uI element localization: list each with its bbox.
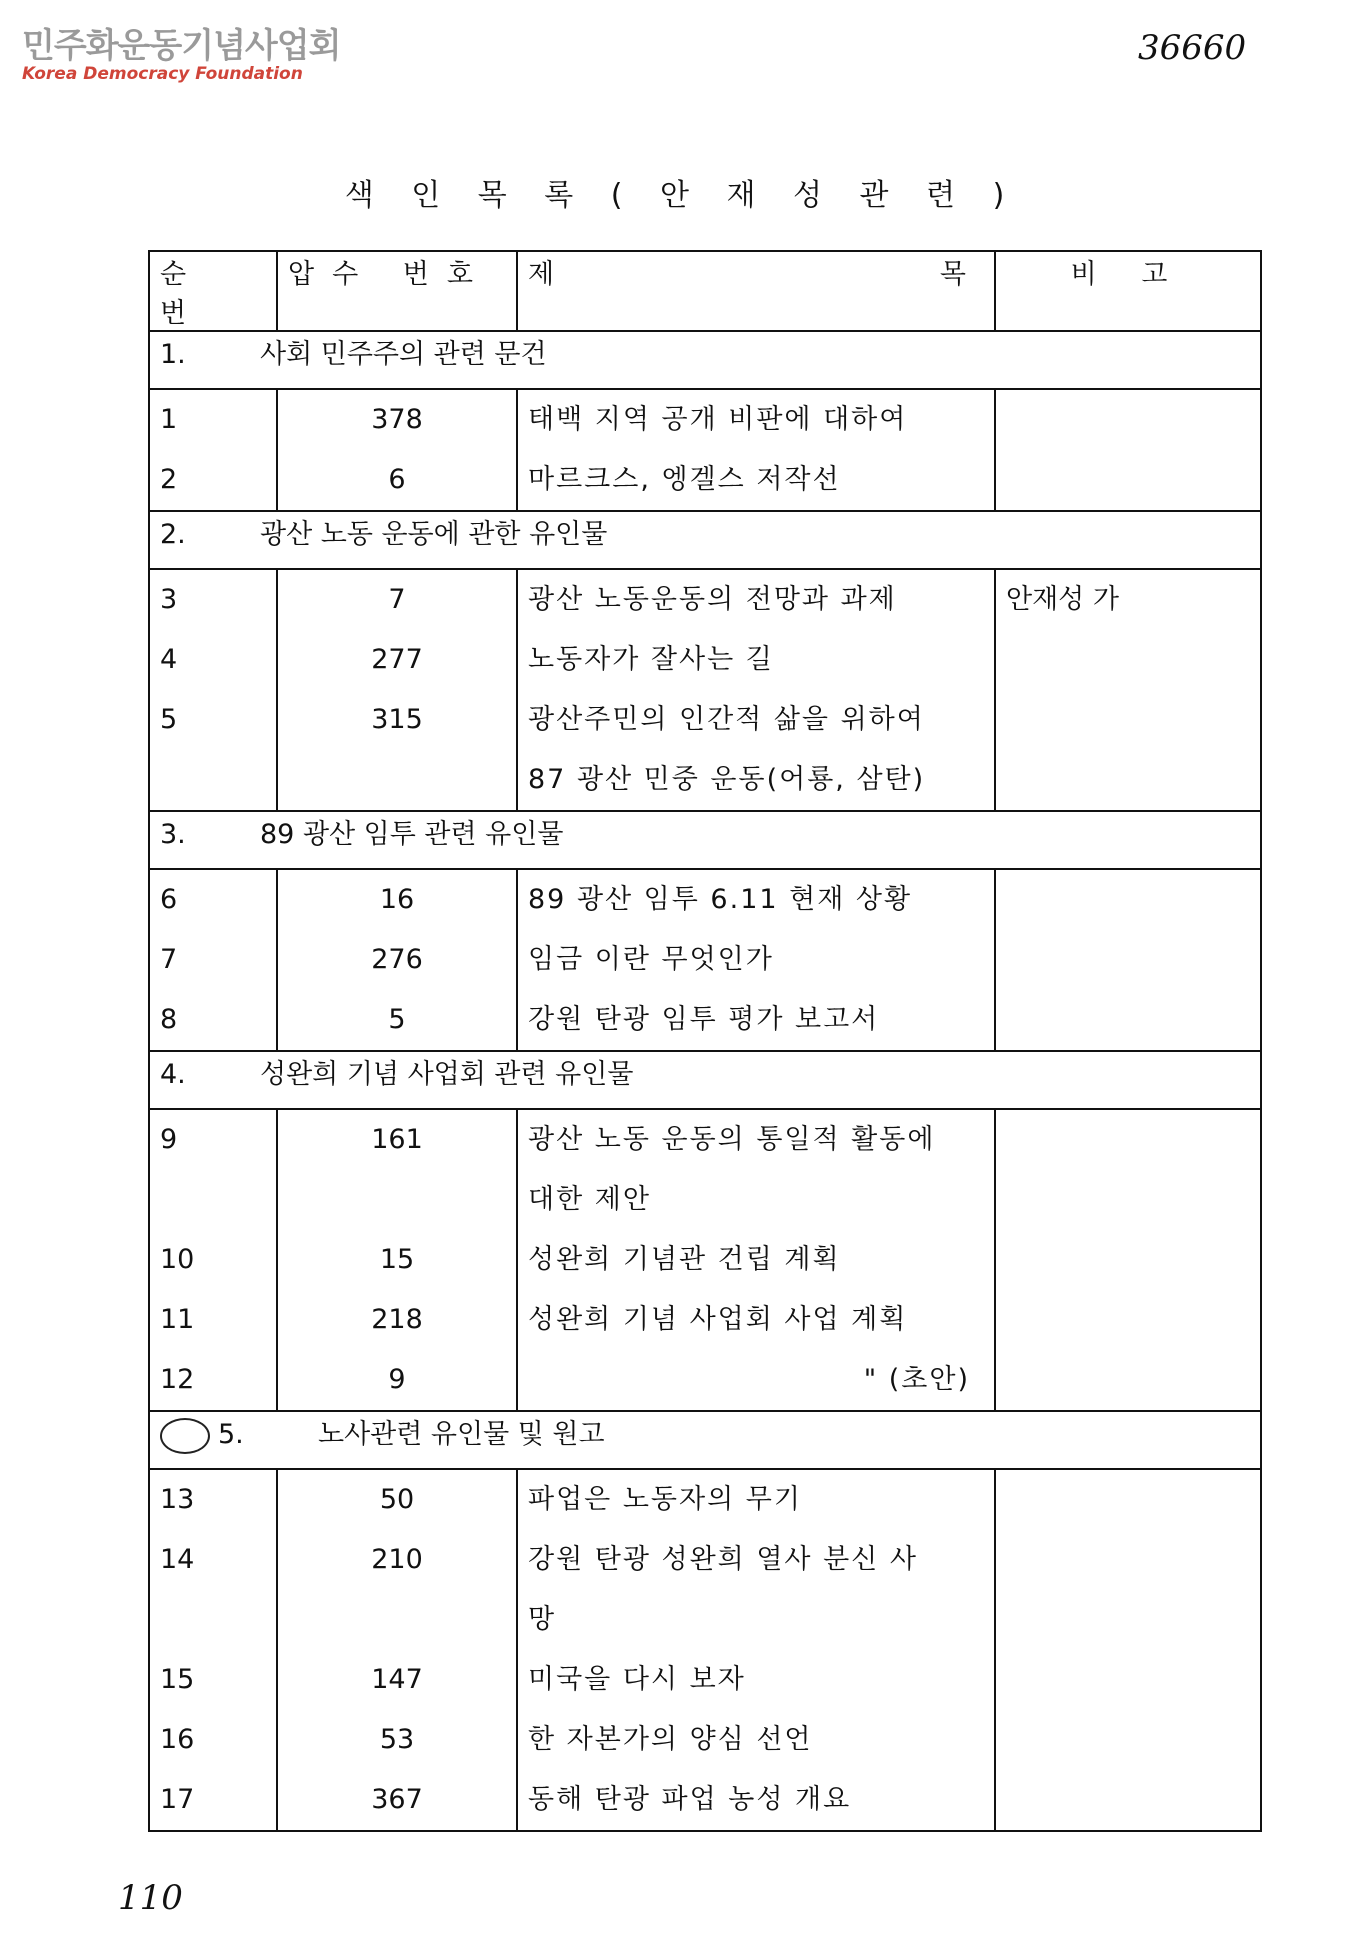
item-title: 89 광산 임투 6.11 현재 상황: [528, 884, 913, 915]
note-column: [995, 1469, 1261, 1831]
section-name: 사회 민주주의 관련 문건: [260, 339, 547, 370]
note-column: [995, 569, 1261, 811]
title-column: [517, 1109, 995, 1411]
section-header-row: [149, 1051, 1261, 1109]
seizure-number: 218: [371, 1304, 423, 1335]
header-title: [517, 251, 995, 331]
item-note: [1006, 450, 1250, 510]
row-number: 17: [160, 1784, 195, 1815]
item-title: 광산주민의 인간적 삶을 위하여: [528, 704, 925, 735]
section-header-row: [149, 1411, 1261, 1469]
index-table: [148, 250, 1262, 1832]
item-note: [1006, 1110, 1250, 1170]
page-mark: 110: [118, 1878, 183, 1918]
seizure-number: 147: [371, 1664, 423, 1695]
item-title: 광산 노동 운동의 통일적 활동에: [528, 1124, 936, 1155]
header-note: 비 고: [995, 251, 1261, 331]
page-title: 색 인 목 록 ( 안 재 성 관 련 ): [344, 178, 1019, 213]
section-header: [149, 811, 1261, 869]
row-number: 14: [160, 1544, 195, 1575]
section-name: 광산 노동 운동에 관한 유인물: [260, 519, 608, 550]
note-column: [995, 869, 1261, 1051]
seizure-number: 9: [388, 1364, 406, 1395]
seizure-number: 161: [371, 1124, 423, 1155]
item-title: 광산 노동운동의 전망과 과제: [528, 584, 897, 615]
title-column: [517, 869, 995, 1051]
title-column: [517, 569, 995, 811]
seizure-number: 7: [388, 584, 406, 615]
section-header-row: [149, 811, 1261, 869]
section-number: 2.: [160, 519, 186, 550]
item-note: [1006, 1710, 1250, 1770]
item-title: 파업은 노동자의 무기: [528, 1484, 802, 1515]
section-number: 1.: [160, 339, 186, 370]
item-title: " (초안): [863, 1364, 970, 1395]
title-column: [517, 1469, 995, 1831]
item-note: [1006, 1350, 1250, 1410]
item-title: 대한 제안: [528, 1184, 651, 1215]
section-header: [149, 1051, 1261, 1109]
note-column: [995, 389, 1261, 511]
section-header: [149, 1411, 1261, 1469]
seizure-number: 315: [371, 704, 423, 735]
section-rows: [149, 1469, 1261, 1831]
item-title: 한 자본가의 양심 선언: [528, 1724, 813, 1755]
item-note: [1006, 390, 1250, 450]
item-note: [1006, 630, 1250, 690]
document-number: 36660: [1138, 28, 1247, 68]
seizure-column: [277, 1109, 517, 1411]
seizure-number: [288, 1170, 506, 1230]
seizure-number: 16: [379, 884, 415, 915]
row-number: 13: [160, 1484, 195, 1515]
row-number: 4: [160, 644, 178, 675]
row-number: [160, 750, 266, 810]
item-note: [1006, 1170, 1250, 1230]
seizure-number: 5: [388, 1004, 406, 1035]
item-note: 안재성 가: [1006, 584, 1119, 615]
no-column: [149, 869, 277, 1051]
row-number: 7: [160, 944, 178, 975]
section-header-row: [149, 331, 1261, 389]
item-note: [1006, 1530, 1250, 1590]
section-rows: [149, 569, 1261, 811]
row-number: [160, 1170, 266, 1230]
seizure-column: [277, 869, 517, 1051]
item-title: 87 광산 민중 운동(어룡, 삼탄): [528, 764, 926, 795]
seizure-number: [288, 750, 506, 810]
item-title: 임금 이란 무엇인가: [528, 944, 774, 975]
section-number: 4.: [160, 1059, 186, 1090]
circle-mark: [160, 1418, 210, 1454]
watermark-english: Korea Democracy Foundation: [22, 64, 303, 84]
item-title: 태백 지역 공개 비판에 대하여: [528, 404, 908, 435]
item-note: [1006, 1230, 1250, 1290]
item-title: 마르크스, 엥겔스 저작선: [528, 464, 841, 495]
row-number: 3: [160, 584, 178, 615]
header-seizure-number: 압수 번호: [277, 251, 517, 331]
section-rows: [149, 869, 1261, 1051]
no-column: [149, 1109, 277, 1411]
seizure-number: 277: [371, 644, 423, 675]
item-title: 강원 탄광 성완희 열사 분신 사: [528, 1544, 918, 1575]
seizure-number: [288, 1590, 506, 1650]
row-number: [160, 1590, 266, 1650]
header-no: 순 번: [149, 251, 277, 331]
section-name: 노사관련 유인물 및 원고: [318, 1419, 605, 1450]
row-number: 2: [160, 464, 178, 495]
note-column: [995, 1109, 1261, 1411]
section-name: 성완희 기념 사업회 관련 유인물: [260, 1059, 634, 1090]
no-column: [149, 389, 277, 511]
section-number: 5.: [218, 1419, 244, 1450]
no-column: [149, 569, 277, 811]
row-number: 6: [160, 884, 178, 915]
seizure-number: 276: [371, 944, 423, 975]
item-note: [1006, 1290, 1250, 1350]
title-column: [517, 389, 995, 511]
item-title: 망: [528, 1604, 557, 1635]
seizure-number: 53: [379, 1724, 415, 1755]
row-number: 8: [160, 1004, 178, 1035]
item-note: [1006, 1650, 1250, 1710]
seizure-number: 6: [388, 464, 406, 495]
item-title: 성완희 기념 사업회 사업 계획: [528, 1304, 908, 1335]
seizure-column: [277, 1469, 517, 1831]
item-note: [1006, 1470, 1250, 1530]
row-number: 15: [160, 1664, 195, 1695]
header-title-part2: 목: [939, 259, 984, 290]
item-title: 미국을 다시 보자: [528, 1664, 746, 1695]
section-rows: [149, 1109, 1261, 1411]
section-header-row: [149, 511, 1261, 569]
row-number: 10: [160, 1244, 195, 1275]
section-header: [149, 331, 1261, 389]
section-number: 3.: [160, 819, 186, 850]
item-note: [1006, 750, 1250, 810]
item-title: 강원 탄광 임투 평가 보고서: [528, 1004, 880, 1035]
row-number: 9: [160, 1124, 178, 1155]
watermark-korean: 민주화운동기념사업회: [22, 26, 341, 66]
item-note: [1006, 930, 1250, 990]
item-note: [1006, 990, 1250, 1050]
section-rows: [149, 389, 1261, 511]
item-note: [1006, 1590, 1250, 1650]
seizure-column: [277, 389, 517, 511]
item-note: [1006, 1770, 1250, 1830]
header-row: [149, 251, 1261, 331]
section-name: 89 광산 임투 관련 유인물: [260, 819, 564, 850]
row-number: 5: [160, 704, 178, 735]
row-number: 1: [160, 404, 178, 435]
row-number: 11: [160, 1304, 195, 1335]
section-header: [149, 511, 1261, 569]
seizure-number: 367: [371, 1784, 423, 1815]
seizure-number: 210: [371, 1544, 423, 1575]
item-title: 노동자가 잘사는 길: [528, 644, 774, 675]
seizure-number: 15: [379, 1244, 415, 1275]
seizure-number: 50: [379, 1484, 415, 1515]
item-title: 동해 탄광 파업 농성 개요: [528, 1784, 852, 1815]
row-number: 16: [160, 1724, 195, 1755]
row-number: 12: [160, 1364, 195, 1395]
seizure-column: [277, 569, 517, 811]
header-title-part1: 제: [528, 259, 573, 290]
item-note: [1006, 870, 1250, 930]
item-title: 성완희 기념관 건립 계획: [528, 1244, 841, 1275]
seizure-number: 378: [371, 404, 423, 435]
index-body: [149, 331, 1261, 1831]
no-column: [149, 1469, 277, 1831]
item-note: [1006, 690, 1250, 750]
